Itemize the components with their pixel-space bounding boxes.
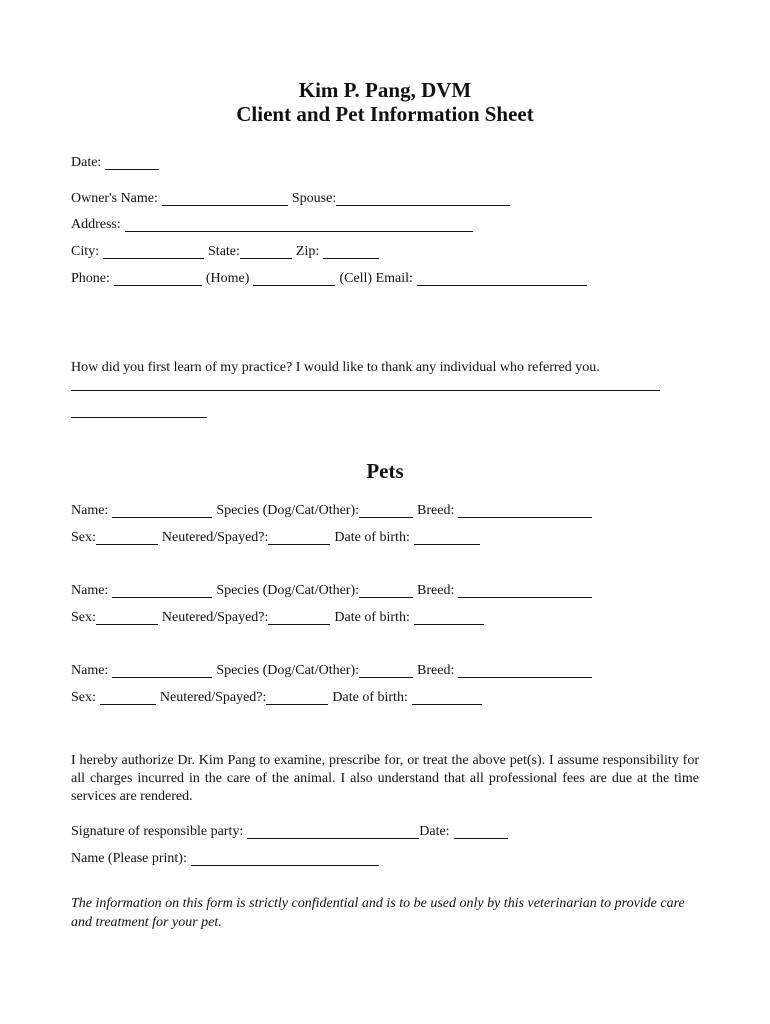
pet-name-label: Name:	[71, 583, 109, 598]
pet-2-species-field[interactable]	[359, 584, 413, 598]
sex-label: Sex:	[71, 690, 96, 705]
home-label: (Home)	[205, 271, 250, 286]
signature-date-field[interactable]	[454, 825, 508, 839]
pet-1-sex-row	[71, 530, 480, 546]
pet-3-species-field[interactable]	[359, 664, 413, 678]
owner-row	[71, 191, 510, 207]
signature-label: Signature of responsible party:	[71, 824, 244, 839]
pet-2-neutered-field[interactable]	[268, 611, 330, 625]
pet-1-species-field[interactable]	[359, 504, 413, 518]
print-name-label: Name (Please print):	[71, 851, 187, 866]
city-row	[71, 244, 379, 260]
confidential-note: The information on this form is strictly confidential and is to be used only by this veterinarian to provide care and treatment for your pet.	[71, 896, 685, 930]
print-name-row	[71, 851, 379, 867]
phone-label: Phone:	[71, 271, 110, 286]
spouse-field[interactable]	[336, 192, 510, 206]
pet-1-breed-field[interactable]	[458, 504, 592, 518]
print-name-field[interactable]	[191, 852, 379, 866]
species-label: Species (Dog/Cat/Other):	[216, 503, 360, 518]
pet-1-name-row	[71, 503, 592, 519]
date-label: Date:	[71, 155, 102, 170]
owner-name-label: Owner's Name:	[71, 191, 158, 206]
form-title: Client and Pet Information Sheet	[236, 102, 534, 126]
signature-field[interactable]	[247, 825, 419, 839]
cell-email-label: (Cell) Email:	[339, 271, 413, 286]
signature-date-label: Date:	[419, 824, 450, 839]
date-field[interactable]	[105, 156, 159, 170]
state-label: State:	[208, 244, 240, 259]
city-field[interactable]	[103, 245, 204, 259]
dob-label: Date of birth:	[332, 690, 408, 705]
zip-field[interactable]	[323, 245, 379, 259]
dob-label: Date of birth:	[334, 610, 410, 625]
neutered-label: Neutered/Spayed?:	[161, 530, 269, 545]
phone-row	[71, 271, 587, 287]
state-field[interactable]	[240, 245, 292, 259]
dob-label: Date of birth:	[334, 530, 410, 545]
pet-3-name-field[interactable]	[112, 664, 212, 678]
pet-1-neutered-field[interactable]	[268, 531, 330, 545]
referral-answer-line-2[interactable]	[71, 417, 207, 418]
pet-2-dob-field[interactable]	[414, 611, 484, 625]
breed-label: Breed:	[417, 503, 455, 518]
pet-1-name-field[interactable]	[112, 504, 212, 518]
pet-name-label: Name:	[71, 503, 109, 518]
species-label: Species (Dog/Cat/Other):	[216, 663, 360, 678]
pet-3-breed-field[interactable]	[458, 664, 592, 678]
pet-name-label: Name:	[71, 663, 109, 678]
pets-heading: Pets	[366, 459, 404, 483]
pet-3-neutered-field[interactable]	[266, 691, 328, 705]
sex-label: Sex:	[71, 610, 96, 625]
pet-2-sex-field[interactable]	[96, 611, 158, 625]
pet-2-breed-field[interactable]	[458, 584, 592, 598]
breed-label: Breed:	[417, 663, 455, 678]
referral-question	[71, 360, 600, 376]
authorization-text: I hereby authorize Dr. Kim Pang to examine, prescribe for, or treat the above pet(s). I assume responsibility for all charges incurred in the care of the animal. I also understand that all professional fees are due at the time services are rendered.	[71, 753, 699, 804]
referral-question-text: How did you first learn of my practice? I would like to thank any individual who referred you.	[71, 360, 600, 375]
pet-3-sex-row	[71, 690, 482, 706]
spouse-label: Spouse:	[291, 191, 337, 206]
breed-label: Breed:	[417, 583, 455, 598]
pet-3-dob-field[interactable]	[412, 691, 482, 705]
practice-title: Kim P. Pang, DVM	[298, 78, 472, 102]
sex-label: Sex:	[71, 530, 96, 545]
owner-name-field[interactable]	[162, 192, 288, 206]
address-row	[71, 217, 473, 233]
date-row	[71, 155, 159, 171]
pet-2-name-row	[71, 583, 592, 599]
city-label: City:	[71, 244, 100, 259]
pet-3-name-row	[71, 663, 592, 679]
signature-row	[71, 824, 508, 840]
home-phone-field[interactable]	[114, 272, 202, 286]
pet-3-sex-field[interactable]	[100, 691, 156, 705]
pet-2-name-field[interactable]	[112, 584, 212, 598]
neutered-label: Neutered/Spayed?:	[161, 610, 269, 625]
pet-1-dob-field[interactable]	[414, 531, 480, 545]
pet-2-sex-row	[71, 610, 484, 626]
address-field[interactable]	[125, 218, 473, 232]
referral-answer-line-1[interactable]	[71, 390, 660, 391]
pet-1-sex-field[interactable]	[96, 531, 158, 545]
email-field[interactable]	[417, 272, 587, 286]
zip-label: Zip:	[295, 244, 320, 259]
address-label: Address:	[71, 217, 121, 232]
neutered-label: Neutered/Spayed?:	[159, 690, 267, 705]
cell-phone-field[interactable]	[253, 272, 335, 286]
species-label: Species (Dog/Cat/Other):	[216, 583, 360, 598]
